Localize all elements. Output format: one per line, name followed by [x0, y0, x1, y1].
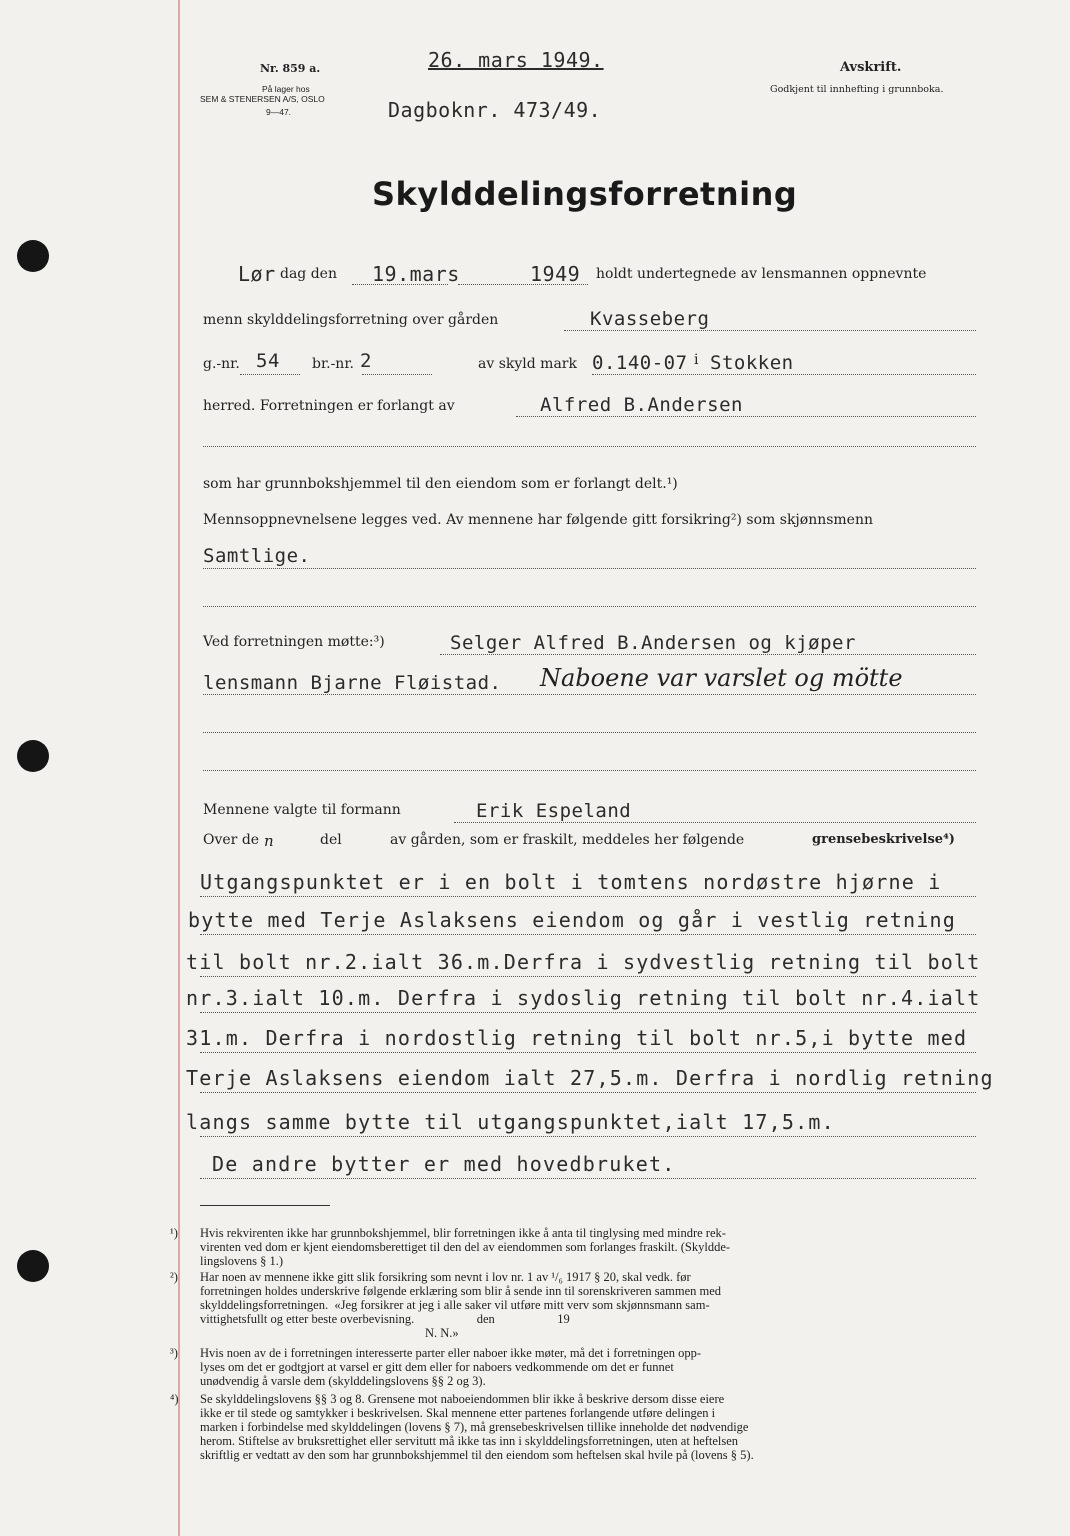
appointment-text: Mennsoppnevnelsene legges ved. Av mennene har følgende gitt forsikring²) som skjønnsmenn [203, 512, 874, 528]
boundary-line: Utgangspunktet er i en bolt i tomtens nordøstre hjørne i [200, 870, 942, 894]
dotted-line [200, 1012, 976, 1013]
attendance-line1: Selger Alfred B.Andersen og kjøper [450, 632, 856, 654]
requester: Alfred B.Andersen [540, 394, 743, 416]
ownership-text: som har grunnbokshjemmel til den eiendom som er forlangt delt.¹) [203, 476, 678, 492]
footnote-line: lingslovens § 1.) [200, 1254, 283, 1268]
footnote-line: virenten ved dom er kjent eiendomsberettiget til den del av eiendommen som forlanges fraskilt. (Skyldde- [200, 1240, 731, 1254]
i-label: i [694, 352, 699, 368]
gnr-label: g.-nr. [203, 356, 240, 372]
chairman-label: Mennene valgte til formann [203, 802, 401, 818]
footnote-line: marken i forbindelse med skylddelingen (lovens § 7), må grensebeskrivelsen tillike inneholde det nødvendige [200, 1420, 749, 1434]
boundary-line: bytte med Terje Aslaksens eiendom og går i vestlig retning [188, 908, 956, 932]
punch-hole [17, 240, 49, 272]
footnote-line: lyses om det er godtgjort at varsel er gitt dem eller for naboers vedkommende om det er funnet [200, 1360, 674, 1374]
year: 1949 [530, 262, 581, 286]
copy-label: Avskrift. [840, 60, 902, 75]
attendance-label: Ved forretningen møtte:³) [203, 634, 385, 650]
day-label: dag den [280, 266, 337, 282]
municipality: Stokken [710, 352, 794, 374]
boundary-line: til bolt nr.2.ialt 36.m.Derfra i sydvestlig retning til bolt [186, 950, 981, 974]
appraisers: Samtlige. [203, 545, 311, 567]
margin-line [178, 0, 180, 1536]
footnote [170, 1346, 1000, 1388]
dotted-line [200, 934, 976, 935]
boundary-label: grensebeskrivelse⁴) [812, 832, 955, 847]
footnote-line: Hvis noen av de i forretningen interesserte parter eller naboer ikke møter, må det i forretningen opp- [200, 1346, 702, 1360]
footnote [170, 1226, 1000, 1268]
herred-text: herred. Forretningen er forlangt av [203, 398, 455, 414]
gnr-value: 54 [256, 350, 280, 372]
day-date: 19.mars [372, 262, 460, 286]
line2-text: menn skylddelingsforretning over gården [203, 312, 499, 328]
skyld-label: av skyld mark [478, 356, 577, 372]
footnote-number: ²) [170, 1270, 178, 1284]
footnote-line: unødvendig å varsle dem (skylddelingslovens §§ 2 og 3). [200, 1374, 486, 1388]
line1-text: holdt undertegnede av lensmannen oppnevnte [596, 266, 927, 282]
dotted-line [200, 1136, 976, 1137]
dotted-line [200, 976, 976, 977]
footnote-separator [200, 1205, 330, 1206]
journal-number: Dagboknr. 473/49. [388, 98, 602, 122]
dotted-line [200, 1092, 976, 1093]
footnote-line: herom. Stiftelse av bruksrettighet eller servitutt må ikke tas inn i skylddelingsforretningen, uten at heftelsen [200, 1434, 739, 1448]
punch-hole [17, 740, 49, 772]
publisher-line: På lager hos [262, 84, 310, 94]
day-prefix: Lør [238, 262, 276, 286]
footnote-line: Hvis rekvirenten ikke har grunnbokshjemmel, blir forretningen ikke å anta til tinglysing med mindre rek- [200, 1226, 726, 1240]
bnr-label: br.-nr. [312, 356, 354, 372]
attendance-line2: lensmann Bjarne Fløistad. [203, 672, 502, 694]
skyld-value: 0.140-07 [592, 352, 688, 374]
footnote-line: Se skylddelingslovens §§ 3 og 8. Grensene mot naboeiendommen blir ikke å beskrive dersom disse eiere [200, 1392, 725, 1406]
boundary-line: 31.m. Derfra i nordostlig retning til bolt nr.5,i bytte med [186, 1026, 968, 1050]
boundary-intro: av gården, som er fraskilt, meddeles her følgende [390, 832, 745, 848]
publisher-line: 9—47. [266, 107, 292, 117]
over-label: Over de [203, 832, 260, 848]
footnote-number: ³) [170, 1346, 178, 1360]
footnote-line: ikke er til stede og samtykker i beskrivelsen. Skal mennene etter partenes forlangende utføre delingen i [200, 1406, 716, 1420]
over-handwritten: n [264, 832, 274, 850]
dotted-line [200, 1052, 976, 1053]
dotted-line [200, 896, 976, 897]
form-number: Nr. 859 a. [260, 62, 321, 75]
del-label: del [320, 832, 342, 848]
boundary-line: langs samme bytte til utgangspunktet,ialt 17,5.m. [186, 1110, 835, 1134]
footnote-line: vittighetsfullt og etter beste overbevisning. den 19 [200, 1312, 570, 1326]
footnote [170, 1270, 1000, 1340]
publisher-line: SEM & STENERSEN A/S, OSLO [200, 94, 325, 104]
approval-text: Godkjent til innhefting i grunnboka. [770, 84, 944, 95]
footnote-line: Har noen av mennene ikke gitt slik forsikring som nevnt i lov nr. 1 av ¹/₆ 1917 § 20, skal vedk. før [200, 1270, 691, 1284]
punch-hole [17, 1250, 49, 1282]
boundary-line: De andre bytter er med hovedbruket. [212, 1152, 676, 1176]
boundary-line: nr.3.ialt 10.m. Derfra i sydoslig retning til bolt nr.4.ialt [186, 986, 981, 1010]
dotted-line [200, 1178, 976, 1179]
footnote [170, 1392, 1000, 1462]
page-title: Skylddelingsforretning [372, 175, 798, 213]
footnote-number: ⁴) [170, 1392, 179, 1406]
footnote-number: ¹) [170, 1226, 178, 1240]
footnote-line: N. N.» [200, 1326, 459, 1340]
bnr-value: 2 [360, 350, 372, 372]
footnote-line: skylddelingsforretningen. «Jeg forsikrer at jeg i alle saker vil utføre mitt verv som skjønnsmann sam- [200, 1298, 710, 1312]
boundary-line: Terje Aslaksens eiendom ialt 27,5.m. Derfra i nordlig retning [186, 1066, 994, 1090]
document-date: 26. mars 1949. [428, 48, 604, 72]
farm-name: Kvasseberg [590, 308, 710, 330]
attendance-handwritten: Naboene var varslet og mötte [540, 664, 903, 692]
chairman-name: Erik Espeland [476, 800, 632, 822]
footnote-line: forretningen holdes underskrive følgende erklæring som blir å sende inn til sorenskriveren sammen med [200, 1284, 722, 1298]
footnote-line: skriftlig er vedtatt av den som har grunnbokshjemmel til den eiendom som heftelsen skal hvile på (lovens § 5). [200, 1448, 754, 1462]
